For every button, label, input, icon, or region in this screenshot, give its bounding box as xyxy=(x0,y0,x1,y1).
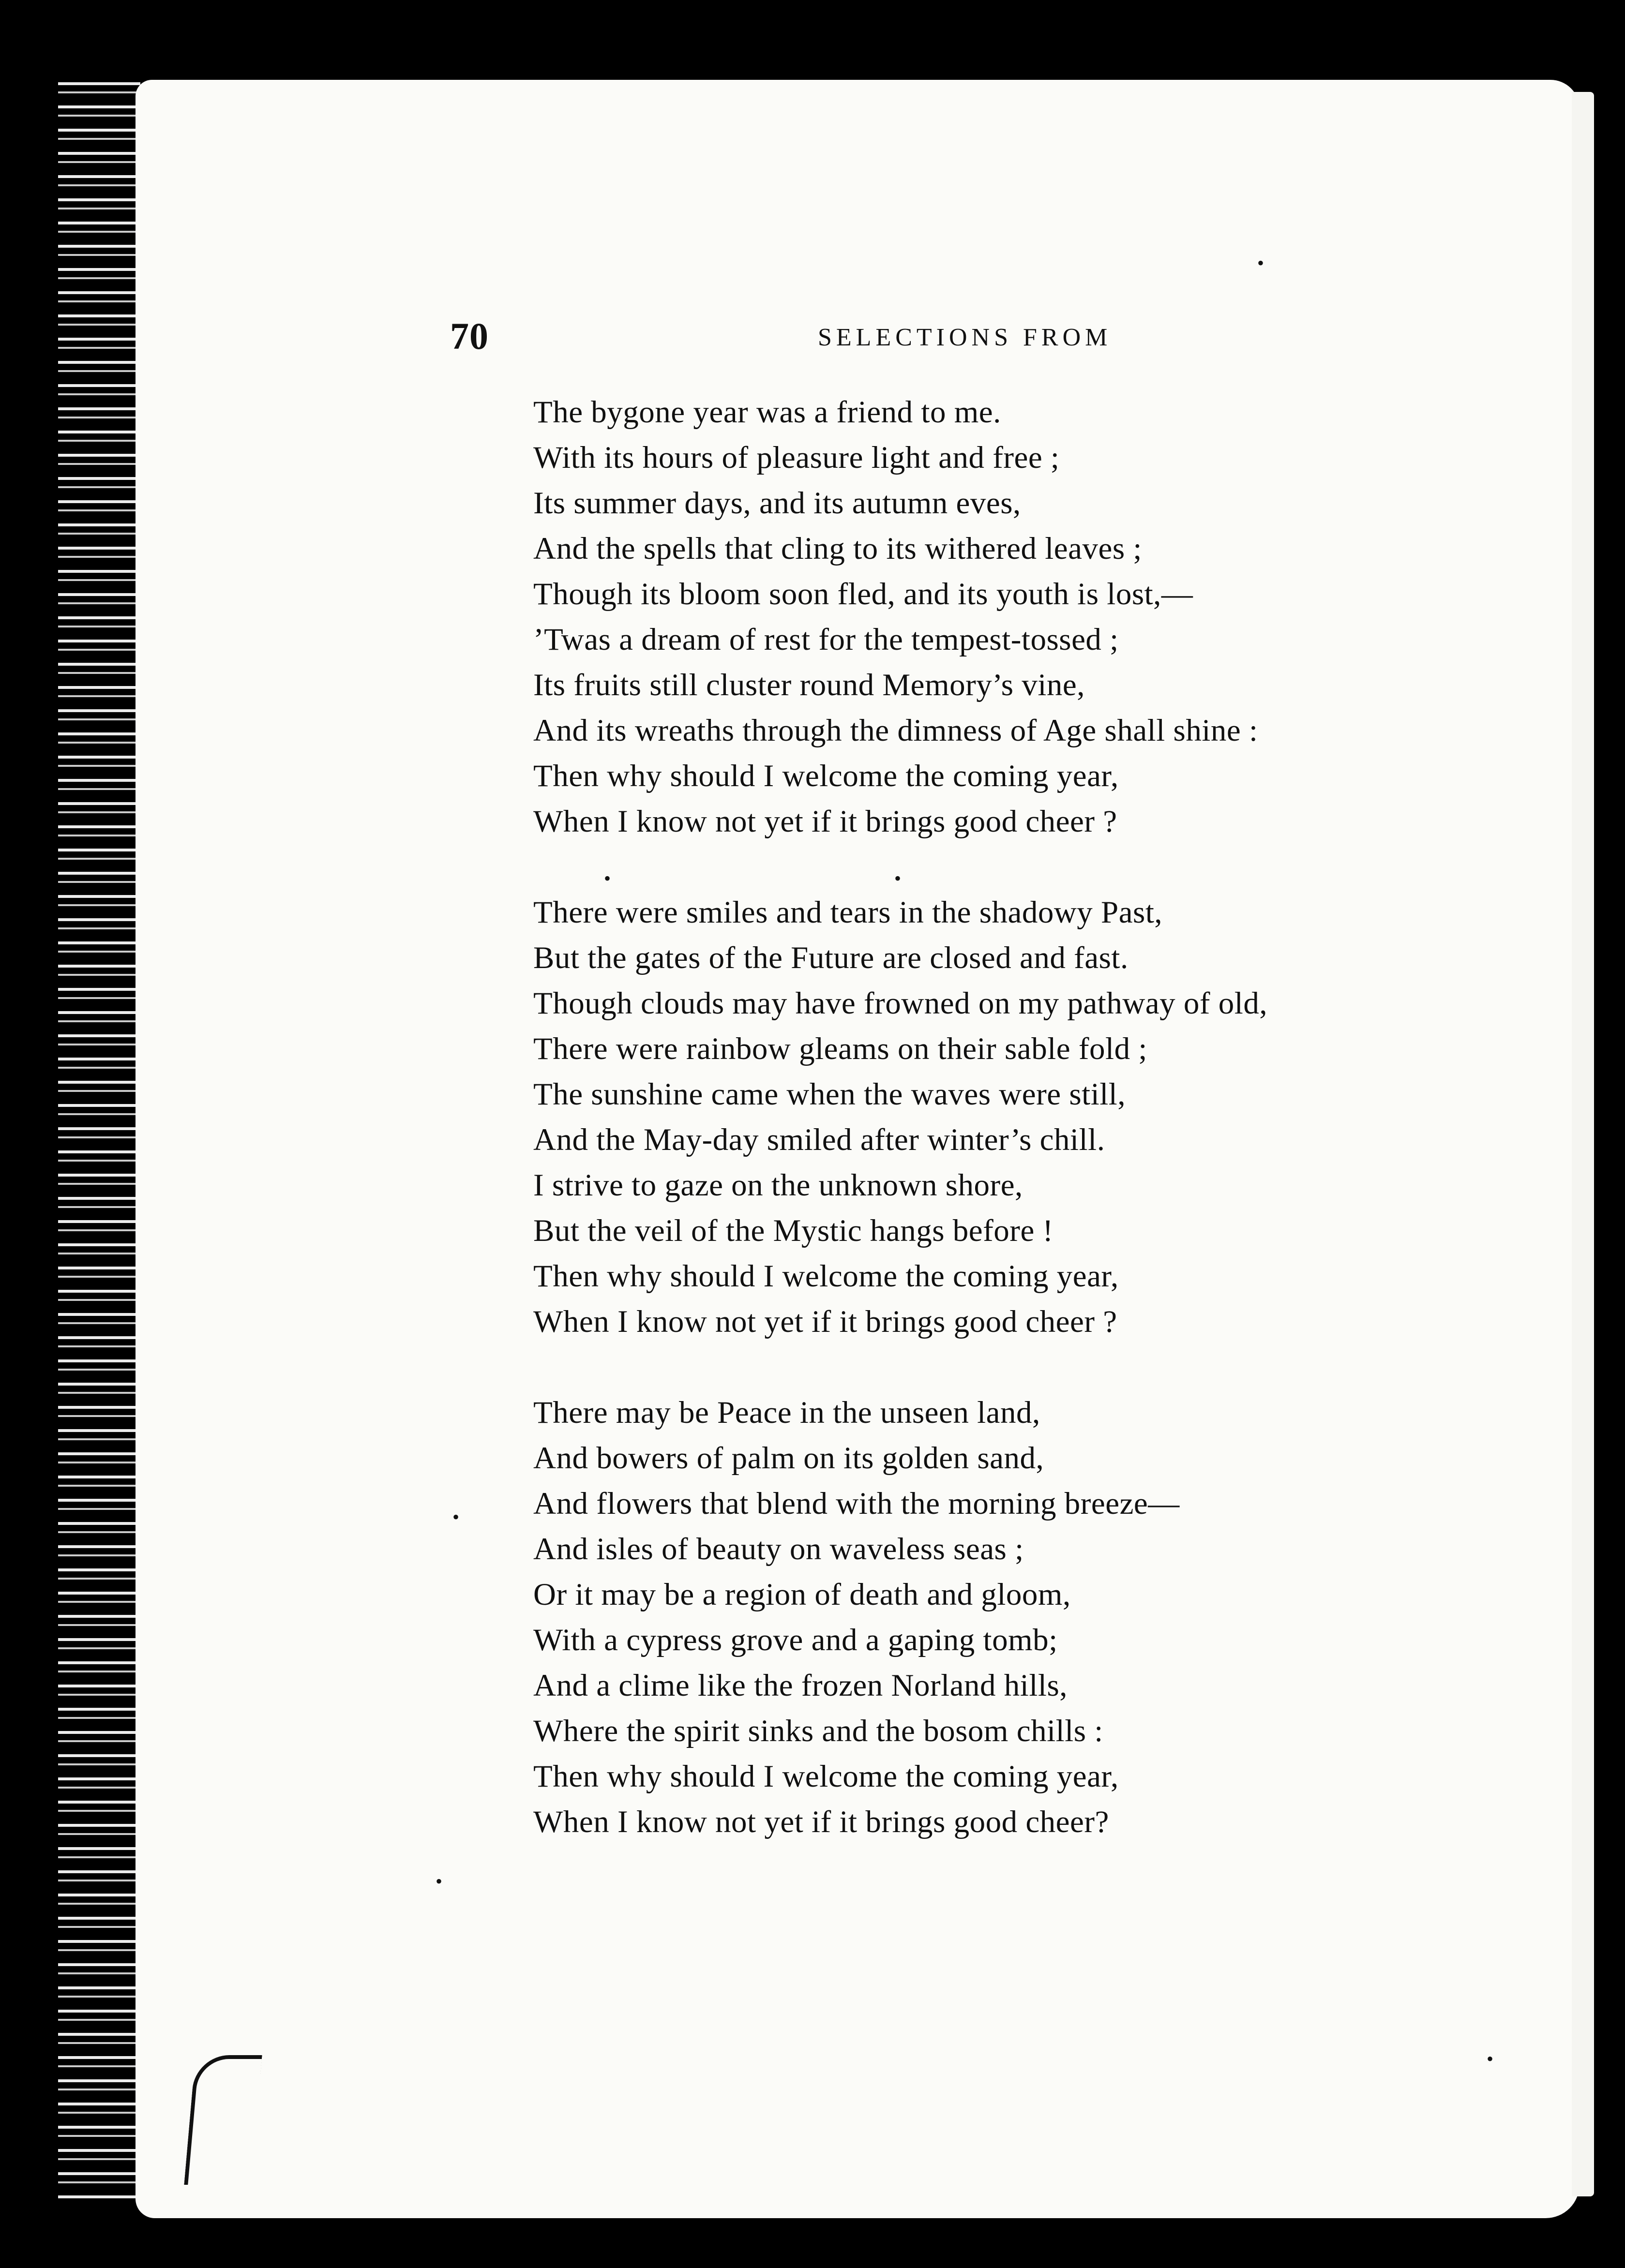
book-binding-edge xyxy=(58,82,140,2201)
poem-line: The sunshine came when the waves were still, xyxy=(533,1077,1126,1112)
poem-line: When I know not yet if it brings good cheer ? xyxy=(533,1304,1117,1339)
speck-mark: • xyxy=(1257,252,1264,274)
poem-line: When I know not yet if it brings good cheer? xyxy=(533,1805,1109,1839)
poem-line: Where the spirit sinks and the bosom chills : xyxy=(533,1714,1103,1748)
poem-line: With its hours of pleasure light and free ; xyxy=(533,440,1060,475)
speck-mark: • xyxy=(1487,2048,1494,2070)
poem-line: But the veil of the Mystic hangs before ! xyxy=(533,1213,1053,1248)
poem-line: And bowers of palm on its golden sand, xyxy=(533,1441,1044,1476)
poem-line: Though clouds may have frowned on my pathway of old, xyxy=(533,986,1268,1021)
running-head: SELECTIONS FROM xyxy=(818,324,1112,351)
poem-line: Its fruits still cluster round Memory’s vine, xyxy=(533,668,1085,702)
poem-line: There may be Peace in the unseen land, xyxy=(533,1395,1040,1430)
poem-line: Its summer days, and its autumn eves, xyxy=(533,486,1021,521)
poem-line: Then why should I welcome the coming year, xyxy=(533,1759,1119,1794)
stanza xyxy=(533,389,1429,844)
poem-line: Or it may be a region of death and gloom, xyxy=(533,1577,1071,1612)
poem-line: And the May-day smiled after winter’s chill. xyxy=(533,1122,1105,1157)
poem-line: But the gates of the Future are closed and fast. xyxy=(533,940,1128,975)
poem-line: And the spells that cling to its withered leaves ; xyxy=(533,531,1142,566)
poem-line: And its wreaths through the dimness of Age shall shine : xyxy=(533,713,1258,748)
poem-line: With a cypress grove and a gaping tomb; xyxy=(533,1623,1058,1657)
poem-line: Then why should I welcome the coming year, xyxy=(533,1259,1119,1294)
adjacent-page-edge xyxy=(1572,92,1594,2196)
poem-line: Though its bloom soon fled, and its youth is lost,— xyxy=(533,577,1193,612)
poem-line: And isles of beauty on waveless seas ; xyxy=(533,1532,1024,1567)
poem-line: Then why should I welcome the coming year, xyxy=(533,759,1119,793)
poem xyxy=(533,389,1429,1890)
speck-mark: • xyxy=(894,867,902,889)
speck-mark: • xyxy=(604,867,611,889)
poem-line: The bygone year was a friend to me. xyxy=(533,395,1001,430)
speck-mark: • xyxy=(452,1506,460,1528)
poem-line: I strive to gaze on the unknown shore, xyxy=(533,1168,1023,1203)
poem-line: There were smiles and tears in the shadowy Past, xyxy=(533,895,1163,930)
poem-line: And a clime like the frozen Norland hills, xyxy=(533,1668,1068,1703)
poem-line: And flowers that blend with the morning breeze— xyxy=(533,1486,1180,1521)
poem-line: There were rainbow gleams on their sable fold ; xyxy=(533,1031,1147,1066)
stanza xyxy=(533,890,1429,1344)
poem-line: When I know not yet if it brings good cheer ? xyxy=(533,804,1117,839)
stanza xyxy=(533,1390,1429,1845)
page-number: 70 xyxy=(450,315,489,357)
page-header xyxy=(450,314,1418,373)
poem-line: ’Twas a dream of rest for the tempest-tossed ; xyxy=(533,622,1119,657)
speck-mark: • xyxy=(436,1870,443,1892)
